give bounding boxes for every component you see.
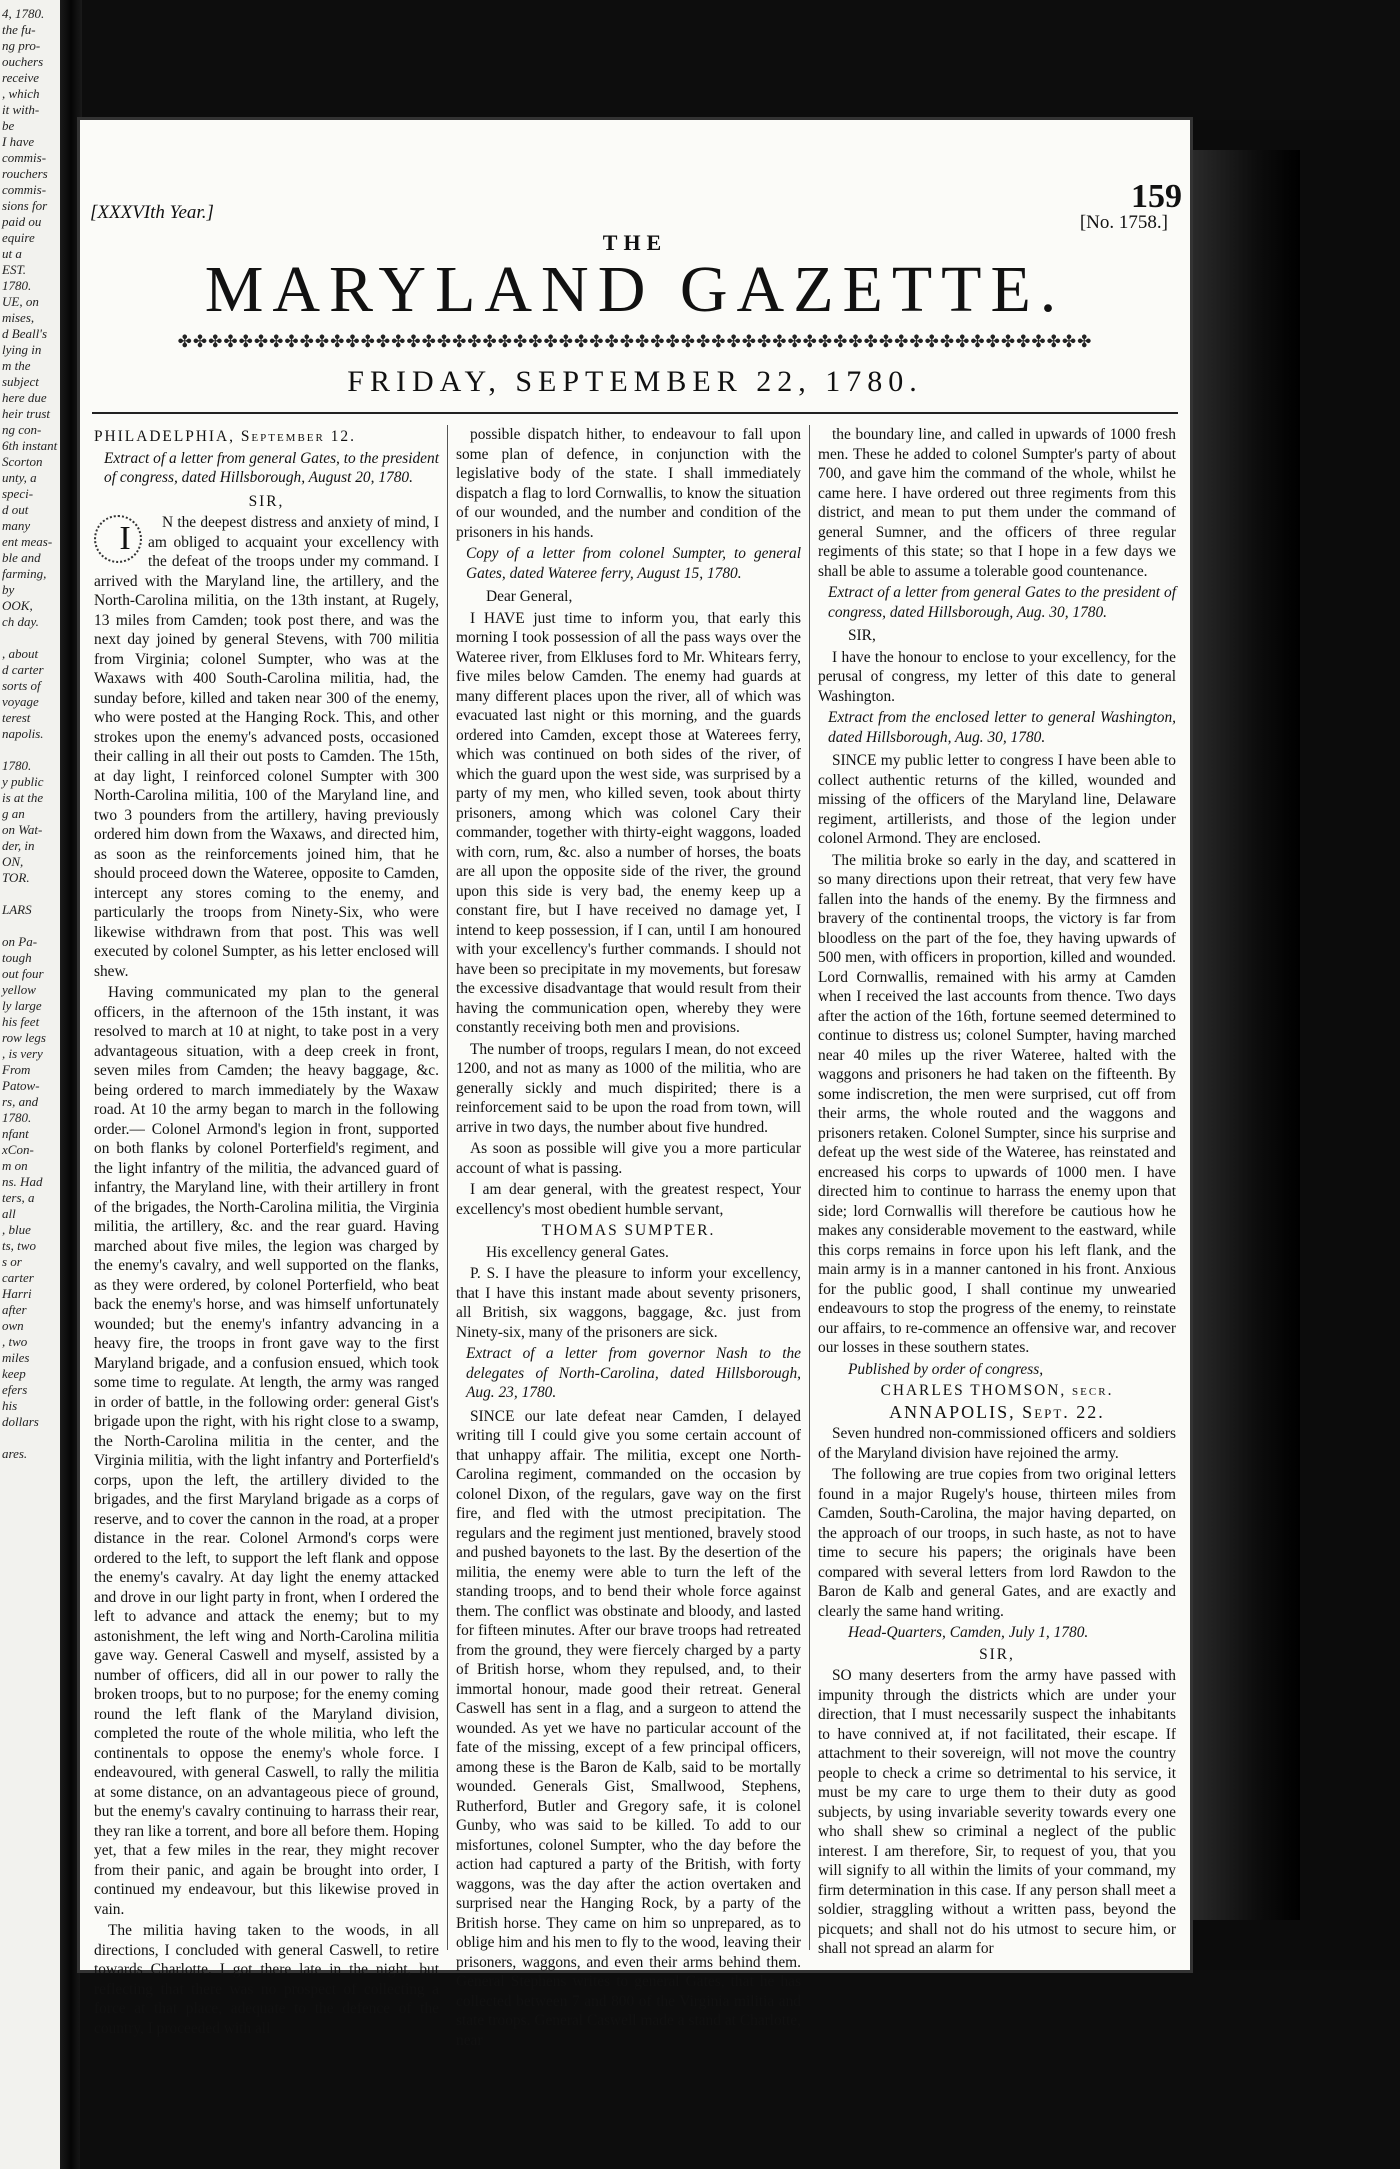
issue-number: [No. 1758.]: [1079, 212, 1168, 233]
signature: THOMAS SUMPTER.: [541, 1222, 716, 1239]
letter-intro: Extract of a letter from general Gates to the president of congress, dated Hillsborough, Aug. 30, 1780.: [828, 584, 1176, 621]
salutation: Dear General,: [486, 588, 573, 605]
article-paragraph: SINCE my public letter to congress I have been able to collect authentic returns of the killed, wounded and missing of the officers of the Maryland line, Delaware regiment, artillerists, and those of the legion under colonel Armond. They are enclosed.: [818, 752, 1176, 847]
masthead-the: THE: [602, 230, 668, 255]
postscript: P. S. I have the pleasure to inform your excellency, that I have this instant made about seventy prisoners, all British, six waggons, baggage, &c. just from Ninety-six, many of the prisoners are sick.: [456, 1265, 801, 1341]
article-paragraph: I have the honour to enclose to your excellency, for the perusal of congress, my letter of this date to general Washington.: [818, 648, 1176, 705]
column-1: [94, 425, 439, 2037]
letter-intro: Extract of a letter from governor Nash to the delegates of North-Carolina, dated Hillsborough, Aug. 23, 1780.: [466, 1345, 801, 1401]
article-paragraph: I N the deepest distress and anxiety of mind, I am obliged to acquaint your excellency with the defeat of the troops under my command. I arrived with the Maryland line, the artillery, and the North-Carolina militia, on the 13th instant, at Rugely, 13 miles from Camden; took post there, and was the next day joined by general Stevens, with 700 militia from Virginia; colonel Sumpter, who was at the Waxaws with 400 South-Carolina militia, had, the sunday before, killed and taken near 300 of the enemy, who were posted at the Hanging Rock. This, and other strokes upon the enemy's advanced posts, occasioned their calling in all their out posts to Camden. The 15th, at day light, I reinforced colonel Sumpter with 300 North-Carolina militia, 100 of the Maryland line, and two 3 pounders from the artillery, having previously ordered him down from the Waxaws, and directed him, as soon as the reinforcements joined him, that he should proceed down the Wateree, opposite to Camden, intercept any stores coming to the enemy, and particularly the troops from Ninety-Six, who were likewise withdrawn from that post. This was well executed by colonel Sumpter, as his letter enclosed will shew.: [94, 514, 439, 980]
column-2: [456, 425, 801, 2049]
article-paragraph: Seven hundred non-commissioned officers and soldiers of the Maryland division have rejoined the army.: [818, 1425, 1176, 1462]
letter-intro: Extract of a letter from general Gates, to the president of congress, dated Hillsborough, August 20, 1780.: [104, 449, 439, 486]
masthead-rule: [92, 412, 1178, 414]
newspaper-page: [80, 120, 1190, 2049]
scan-top-shadow: [80, 0, 1400, 120]
article-paragraph: The militia having taken to the woods, in all directions, I concluded with general Caswell, to retire towards Charlotte. I got there late in the night, but reflecting that there was no prospect of collecting a force at that place, adequate to the defence of the country, I proceeded with all: [94, 1922, 439, 2037]
page-number: 159: [1131, 178, 1182, 215]
column-rule: [809, 425, 810, 1950]
article-paragraph: The number of troops, regulars I mean, do not exceed 1200, and not as many as 1000 of the militia, who are generally sickly and much dispirited; there is a reinforcement said to be upon the road from town, will arrive in two days, the number about five hundred.: [456, 1040, 801, 1136]
letter-intro: Copy of a letter from colonel Sumpter, to general Gates, dated Wateree ferry, August 15, 1780.: [466, 545, 801, 582]
addressee: His excellency general Gates.: [486, 1243, 669, 1261]
newspaper-title: MARYLAND GAZETTE.: [204, 253, 1066, 326]
column-3: [818, 425, 1176, 1957]
volume-label: [XXXVIth Year.]: [90, 202, 214, 223]
published-by: Published by order of congress,: [848, 1360, 1044, 1378]
column-rule: [447, 425, 448, 1950]
article-paragraph: Having communicated my plan to the general officers, in the afternoon of the 15th instant, it was resolved to march at 10 at night, to take post in a very advantageous situation, with a deep creek in front, seven miles from Camden; the heavy baggage, &c. being ordered to march immediately by the Waxaw road. At 10 the army began to march in the following order.— Colonel Armond's legion in front, supported on both flanks by colonel Porterfield's regiment, and the light infantry of the militia, the advanced guard of infantry, the Maryland line, with their artillery in front of the brigades, the North-Carolina militia, the Virginia militia, the artillery, &c. and the rear guard. Having marched about five miles, the legion was charged by the enemy's cavalry, and well supported on the flanks, as they were ordered, by colonel Porterfield, who beat back the enemy's horse, and was himself unfortunately wounded; but the enemy's infantry advancing in a heavy fire, the troops in front gave way to the first Maryland brigade, and a confusion ensued, which took some time to regulate. At length, the army was ranged in order of battle, in the following order: general Gist's brigade upon the right, with his right close to a swamp, the North-Carolina militia in the center, and the Virginia militia, with the light infantry and Porterfield's corps, upon the left, the artillery divided to the brigades, and the first Maryland brigade as a corps of reserve, and to cover the cannon in the road, at a proper distance in the rear. Colonel Armond's corps were ordered to the left, to support the left flank and oppose the enemy's cavalry. At day light the enemy attacked and drove in our light party in front, when I ordered the left to advance and attack the enemy; but to my astonishment, the left wing and North-Carolina militia gave way. General Caswell and myself, assisted by a number of officers, did all in our power to rally the broken troops, but to no purpose; for the enemy coming round the left flank of the Maryland division, completed the route of the whole militia, who left the continentals to oppose the enemy's whole force. I endeavoured, with general Caswell, to rally the militia at some distance, on an advantageous piece of ground, but the enemy's cavalry continuing to harrass their rear, they ran like a torrent, and bore all before them. Hoping yet, that a few miles in the rear, they might recover from their panic, and again be brought into order, I continued my endeavour, but this likewise proved in vain.: [94, 984, 439, 1918]
salutation: SIR,: [848, 627, 876, 644]
article-paragraph: I HAVE just time to inform you, that early this morning I took possession of all the pass ways over the Wateree river, from Elkluses ford to Mr. Whitears ferry, five miles below Camden. The enemy had guards at many different places upon the river, all of which was evacuated last night or this morning, and the guards ordered into Camden, except those at Waterees ferry, which was continued on both sides of the river, of which the guard upon the west side, was surprised by a party of my men, who killed seven, took about thirty prisoners, among which was colonel Cary their commander, together with thirty-eight waggons, loaded with corn, rum, &c. also a number of horses, the boats are all upon the opposite side of the river, the ground upon this side is very bad, the enemy keep up a constant fire, but I have received no damage yet, I intend to keep possession, if I can, until I am honoured with your excellency's further commands. I should not have been so precipitate in my movements, but foresaw the excessive disadvantage that would result from their having the communication open, whereby they were constantly receiving both men and provisions.: [456, 609, 801, 1036]
book-gutter: [60, 0, 82, 2169]
ornament-border: ✤✤✤✤✤✤✤✤✤✤✤✤✤✤✤✤✤✤✤✤✤✤✤✤✤✤✤✤✤✤✤✤✤✤✤✤✤✤✤✤✤✤✤✤✤✤✤✤✤✤✤✤✤✤✤✤✤✤✤✤: [177, 332, 1093, 351]
page-edge-shadow: [1190, 150, 1300, 1920]
issue-date: FRIDAY, SEPTEMBER 22, 1780.: [347, 365, 923, 398]
secretary-signature: CHARLES THOMSON, secr.: [880, 1382, 1114, 1399]
dateline-annapolis: ANNAPOLIS, Sept. 22.: [889, 1401, 1105, 1422]
dateline-philadelphia: PHILADELPHIA, September 12.: [94, 428, 356, 445]
article-paragraph: SINCE our late defeat near Camden, I delayed writing till I could give you some certain account of that unhappy affair. The militia, except one North-Carolina regiment, commanded on the occasion by colonel Dixon, of the regulars, gave way on the first fire, and fled with the utmost precipitation. The regulars and the regiment just mentioned, bravely stood and pushed bayonets to the last. By the desertion of the militia, the enemy were able to turn the left of the standing troops, and to bend their whole force against them. The conflict was obstinate and bloody, and lasted for fifteen minutes. After our brave troops had retreated from the ground, they were fiercely charged by a party of British horse, whom they repulsed, and, to their immortal honour, made good their retreat. General Caswell has sent in a flag, and a surgeon to attend the wounded. As yet we have no particular account of the fate of the missing, except of a few principal officers, among these is the Baron de Kalb, said to be mortally wounded. Generals Gist, Smallwood, Stephens, Rutherford, Butler and Gregory safe, it is colonel Gunby, who was said to be killed. To add to our misfortunes, colonel Sumpter, who the day before the action had captured a party of the British, with forty waggons, was the day after the action overtaken and surprised near the Hanging Rock, by a party of the British horse. They came on him so unprepared, as to oblige him and his men to fly to the wood, leaving their prisoners, waggons, and even their arms behind them. General Stephens writes to general Gates, that he has collected between 7 and 800 of the Virginia militia and state troops. General Caswell made a stand at Charlotte, near: [456, 1407, 801, 2049]
masthead-top-line: [90, 178, 1182, 233]
drop-cap: I: [94, 515, 142, 563]
article-paragraph: As soon as possible will give you a more particular account of what is passing.: [456, 1140, 801, 1177]
article-paragraph: the boundary line, and called in upwards of 1000 fresh men. These he added to colonel Sumpter's party of about 700, and gave him the command of the whole, whilst he came here. I have ordered out three regiments from this district, and mean to put them under the command of general Sumner, and the officers of three regular regiments of this state; so that I hope in a few days we shall be able to assume a tolerable good countenance.: [818, 426, 1176, 580]
salutation: SIR,: [248, 492, 285, 510]
facing-page-fragment: 4, 1780. the fu- ng pro- ouchers receive , which it with- be I have commis- rouchers commis- sions for paid ou equire ut a EST. 1780. UE, on mises, d Beall's lying in m the subject here due heir trust ng con- 6th instant Scorton unty, a speci- d out many ent meas- ble and farming, by OOK, ch day. , about d carter sorts of voyage terest napolis. 1780. y public is at the g an on Wat- der, in ON, TOR. LARS on Pa- tough out four yellow ly large his feet row legs , is very From Patow- rs, and 1780. nfant xCon- m on ns. Had ters, a all , blue ts, two s or carter Harri after own , two miles keep efers his dollars ares.: [2, 6, 58, 1461]
letter-intro: Extract from the enclosed letter to general Washington, dated Hillsborough, Aug. 30, 1780.: [828, 709, 1176, 746]
article-paragraph: possible dispatch hither, to endeavour to fall upon some plan of defence, in conjunction with the legislative body of the state. I shall immediately dispatch a flag to lord Cornwallis, to know the situation of our wounded, and the number and condition of the prisoners in his hands.: [456, 426, 801, 541]
article-paragraph: I am dear general, with the greatest respect, Your excellency's most obedient humble servant,: [456, 1181, 801, 1218]
article-paragraph: The following are true copies from two original letters found in a major Rugely's house, thirteen miles from Camden, South-Carolina, the major having departed, on the approach of our troops, in such haste, as not to have time to secure his papers; the originals have been compared with several letters from lord Rawdon to the Baron de Kalb and general Gates, and are exactly and clearly the same hand writing.: [818, 1466, 1176, 1620]
salutation: SIR,: [979, 1645, 1015, 1663]
headquarters-line: Head-Quarters, Camden, July 1, 1780.: [848, 1624, 1089, 1641]
article-paragraph: SO many deserters from the army have passed with impunity through the districts which are under your direction, that I must necessarily suspect the inhabitants to have connived at, if not facilitated, their escape. If attachment to their sovereign, will not move the country people to check a crime so detrimental to his service, it must be my care to urge them to their duty as good subjects, by using invariable severity towards every one who shall shew so criminal a neglect of the public interest. I am therefore, Sir, to request of you, that you will signify to all within the limits of your command, my firm determination in this case. If any person shall meet a soldier, straggling without a written pass, beyond the picquets; and shall not do his utmost to secure him, or shall not spread an alarm for: [818, 1667, 1176, 1957]
article-paragraph: The militia broke so early in the day, and scattered in so many directions upon their retreat, that very few have fallen into the hands of the enemy. By the firmness and bravery of the continental troops, the victory is far from bloodless on the part of the foe, they having upwards of 500 men, with officers in proportion, killed and wounded. Lord Cornwallis, remained with his army at Camden when I received the last accounts from thence. Two days after the action of the 16th, fortune seemed determined to continue to distress us; colonel Sumpter, having marched near 40 miles up the river Wateree, halted with the waggons and prisoners he had taken on the fifteenth. By some indiscretion, the men were surprised, cut off from their arms, the whole routed and the waggons and prisoners retaken. Colonel Sumpter, since his surprise and defeat up the west side of the Wateree, has reinstated and encreased his corps to upwards of 1000 men. I have directed him to continue to harrass the enemy upon that side; lord Cornwallis will therefore be cautious how he makes any considerable movement to the eastward, while this corps remains in force upon his left flank, and the main army is in a manner cantoned in his front. Anxious for the public good, I shall continue my unwearied endeavours to stop the progress of the enemy, to reinstate our affairs, to re-commence an offensive war, and recover our losses in these southern states.: [818, 851, 1176, 1356]
facing-page: [0, 0, 60, 2169]
columns: [94, 425, 1176, 2049]
